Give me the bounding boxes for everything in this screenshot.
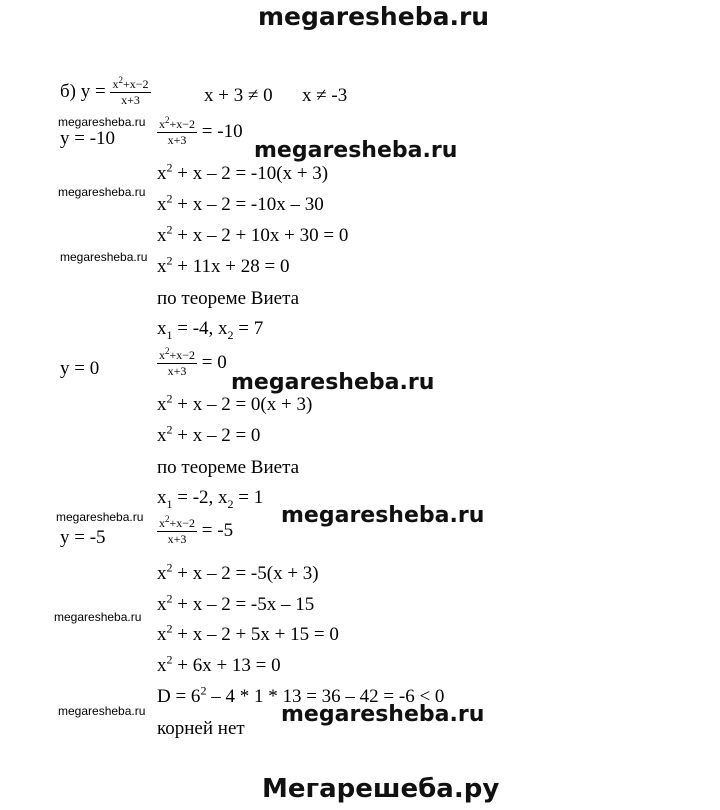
case3-fraction: [157, 514, 197, 547]
case2-label: y = 0: [60, 358, 100, 379]
frac-denominator: x+3: [167, 532, 187, 547]
case1-step4: $x^2 + 11x + 28 = 0$: [157, 253, 290, 277]
case1-fraction: [157, 115, 197, 148]
function-fraction: [110, 75, 150, 108]
small-watermark: megaresheba.ru: [58, 115, 146, 129]
frac-numerator-exp: 2: [165, 514, 170, 524]
inline-watermark: megaresheba.ru: [254, 138, 458, 163]
case1-step1: $x^2 + x - 2 = -10(x + 3)$: [157, 160, 329, 184]
frac-numerator-var: x: [159, 348, 165, 362]
frac-numerator-var: x: [112, 77, 119, 91]
case1-step2: $x^2 + x - 2 = -10x - 30$: [157, 191, 324, 215]
case1-rhs: = -10: [201, 121, 243, 143]
case3-step2: $x^2 + x - 2 = -5x - 15$: [157, 591, 315, 615]
case2-fraction: [157, 346, 197, 379]
case1-roots: $x_1 = -4$, $x_2 = 7$: [157, 318, 264, 342]
small-watermark: megaresheba.ru: [60, 250, 148, 264]
frac-denominator: x+3: [121, 93, 140, 108]
frac-numerator-exp: 2: [165, 115, 170, 125]
inline-watermark: megaresheba.ru: [231, 370, 435, 395]
case2-vieta: по теореме Виета: [157, 457, 300, 478]
case3-step1: $x^2 + x - 2 = -5(x + 3)$: [157, 560, 319, 584]
case1-vieta: по теореме Виета: [157, 288, 300, 309]
frac-numerator-var: x: [159, 516, 165, 530]
inline-watermark: megaresheba.ru: [281, 503, 485, 528]
domain-condition-1: x + 3 ≠ 0: [204, 85, 273, 106]
small-watermark: megaresheba.ru: [56, 510, 144, 524]
frac-numerator-rest: +x−2: [169, 117, 196, 131]
frac-denominator: x+3: [167, 133, 187, 148]
case3-discriminant: $D = 6^2 - 4 * 1 * 13 = 36 - 42 = -6 < 0$: [157, 683, 445, 707]
case3-label: y = -5: [60, 527, 106, 548]
case3-equation: [157, 514, 234, 547]
frac-denominator: x+3: [167, 364, 187, 379]
case2-step2: $x^2 + x - 2 = 0$: [157, 422, 261, 446]
case2-step1: $x^2 + x - 2 = 0(x + 3)$: [157, 391, 313, 415]
function-label: б) y =: [60, 81, 106, 103]
frac-numerator-rest: +x−2: [169, 348, 196, 362]
function-definition: [60, 75, 151, 108]
small-watermark: megaresheba.ru: [58, 185, 146, 199]
case2-roots: $x_1 = -2$, $x_2 = 1$: [157, 487, 264, 511]
case2-rhs: = 0: [201, 352, 227, 374]
small-watermark: megaresheba.ru: [54, 610, 142, 624]
case1-label: y = -10: [60, 128, 116, 149]
frac-numerator-exp: 2: [118, 75, 123, 85]
case1-step3: $x^2 + x - 2 + 10x + 30 = 0$: [157, 222, 349, 246]
case3-step4: $x^2 + 6x + 13 = 0$: [157, 652, 281, 676]
frac-numerator-rest: +x−2: [122, 77, 149, 91]
inline-watermark: megaresheba.ru: [281, 702, 485, 727]
domain-condition-2: x ≠ -3: [302, 85, 348, 106]
frac-numerator-rest: +x−2: [169, 516, 196, 530]
footer-watermark: Мегарешеба.ру: [262, 774, 500, 804]
case2-equation: [157, 346, 227, 379]
top-watermark: megaresheba.ru: [258, 2, 490, 31]
case3-step3: $x^2 + x - 2 + 5x + 15 = 0$: [157, 621, 339, 645]
case1-equation: [157, 115, 243, 148]
small-watermark: megaresheba.ru: [58, 704, 146, 718]
frac-numerator-exp: 2: [165, 346, 170, 356]
case3-no-roots: корней нет: [157, 718, 245, 739]
frac-numerator-var: x: [159, 117, 165, 131]
case3-rhs: = -5: [201, 520, 234, 542]
